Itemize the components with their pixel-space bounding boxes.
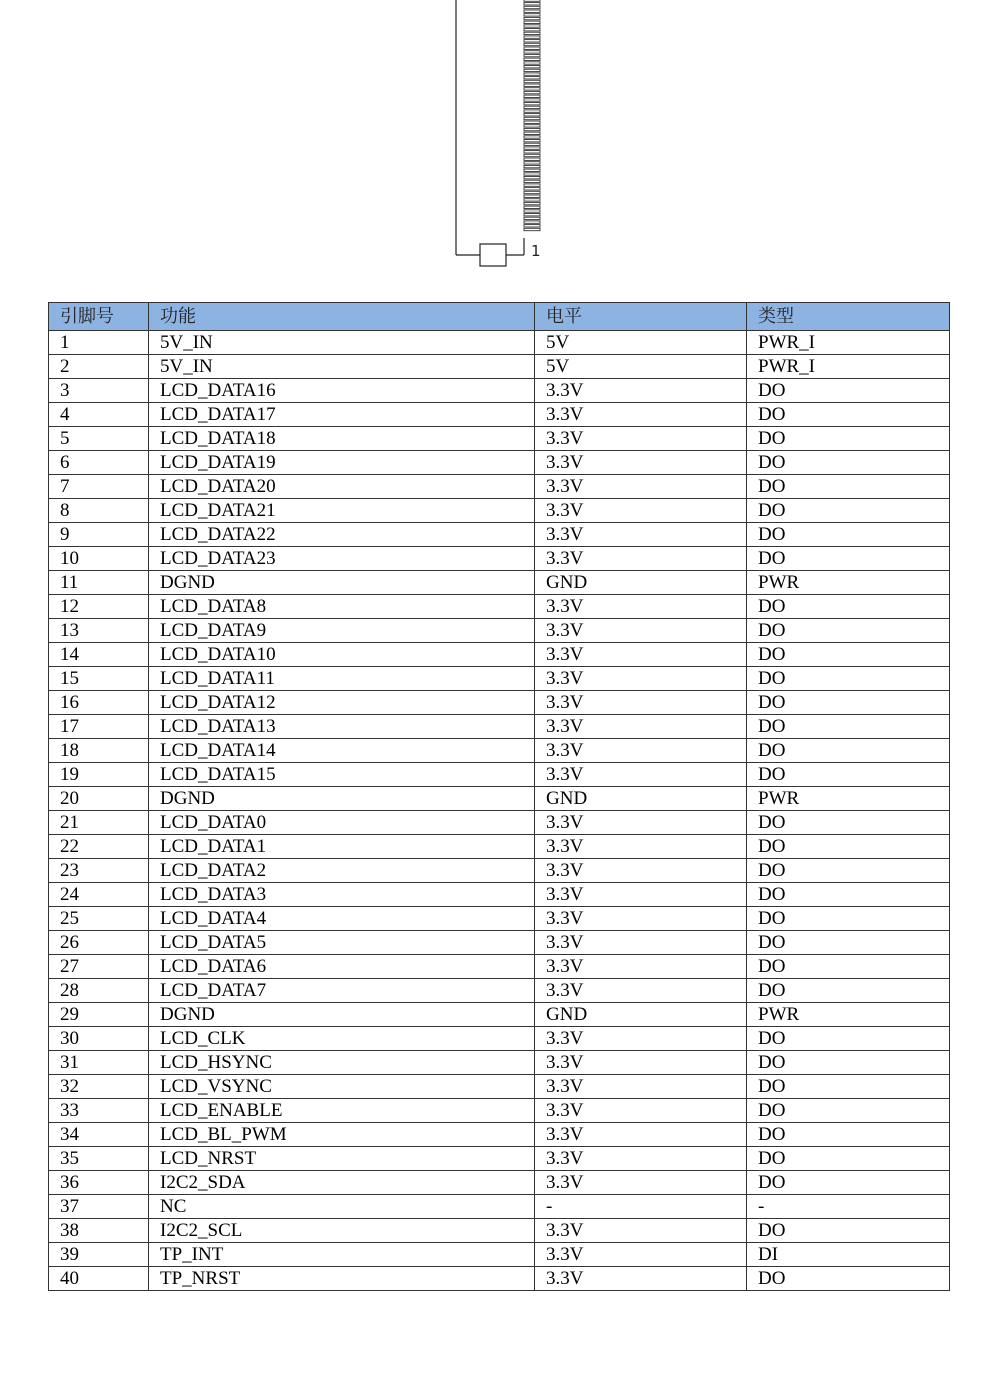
table-row xyxy=(49,811,950,835)
connector-key-box xyxy=(480,244,506,266)
pin-number-cell: 5 xyxy=(49,427,149,451)
type-cell: DO xyxy=(747,1147,950,1171)
pin-number-cell: 29 xyxy=(49,1003,149,1027)
level-cell: 3.3V xyxy=(535,907,747,931)
table-row xyxy=(49,1267,950,1291)
function-cell: DGND xyxy=(149,1003,535,1027)
function-cell: LCD_ENABLE xyxy=(149,1099,535,1123)
function-cell: LCD_DATA20 xyxy=(149,475,535,499)
pin-number-cell: 39 xyxy=(49,1243,149,1267)
table-row xyxy=(49,1075,950,1099)
level-cell: 3.3V xyxy=(535,835,747,859)
pin-number-cell: 40 xyxy=(49,1267,149,1291)
level-cell: 3.3V xyxy=(535,1051,747,1075)
pin-number-cell: 6 xyxy=(49,451,149,475)
table-row xyxy=(49,859,950,883)
function-cell: LCD_BL_PWM xyxy=(149,1123,535,1147)
level-cell: 3.3V xyxy=(535,379,747,403)
table-row xyxy=(49,1123,950,1147)
type-cell: PWR xyxy=(747,571,950,595)
table-row xyxy=(49,979,950,1003)
table-row xyxy=(49,523,950,547)
level-cell: 3.3V xyxy=(535,1075,747,1099)
level-cell: 3.3V xyxy=(535,691,747,715)
level-cell: 3.3V xyxy=(535,1123,747,1147)
type-cell: DO xyxy=(747,1075,950,1099)
table-row xyxy=(49,379,950,403)
table-row xyxy=(49,499,950,523)
function-cell: I2C2_SDA xyxy=(149,1171,535,1195)
table-row xyxy=(49,1051,950,1075)
pin-number-cell: 32 xyxy=(49,1075,149,1099)
function-cell: LCD_DATA2 xyxy=(149,859,535,883)
pin-number-cell: 21 xyxy=(49,811,149,835)
function-cell: LCD_NRST xyxy=(149,1147,535,1171)
pin-number-cell: 20 xyxy=(49,787,149,811)
type-cell: DO xyxy=(747,1171,950,1195)
level-cell: 3.3V xyxy=(535,1243,747,1267)
type-cell: DO xyxy=(747,643,950,667)
pin-number-cell: 14 xyxy=(49,643,149,667)
pin-number-cell: 24 xyxy=(49,883,149,907)
function-cell: LCD_DATA0 xyxy=(149,811,535,835)
pin-number-cell: 10 xyxy=(49,547,149,571)
function-cell: 5V_IN xyxy=(149,355,535,379)
function-cell: DGND xyxy=(149,571,535,595)
table-row xyxy=(49,907,950,931)
type-cell: PWR xyxy=(747,787,950,811)
table-row xyxy=(49,475,950,499)
type-cell: DO xyxy=(747,1099,950,1123)
function-cell: LCD_DATA3 xyxy=(149,883,535,907)
type-cell: DO xyxy=(747,475,950,499)
pin-number-cell: 17 xyxy=(49,715,149,739)
pin-number-cell: 12 xyxy=(49,595,149,619)
type-cell: DO xyxy=(747,883,950,907)
pin-number-cell: 3 xyxy=(49,379,149,403)
table-row xyxy=(49,1147,950,1171)
type-cell: - xyxy=(747,1195,950,1219)
table-row xyxy=(49,835,950,859)
function-cell: LCD_VSYNC xyxy=(149,1075,535,1099)
table-row xyxy=(49,667,950,691)
function-cell: LCD_DATA14 xyxy=(149,739,535,763)
connector-diagram xyxy=(0,0,1000,280)
pin-number-cell: 1 xyxy=(49,331,149,355)
type-cell: DO xyxy=(747,379,950,403)
header-function: 功能 xyxy=(149,303,535,331)
type-cell: DO xyxy=(747,451,950,475)
function-cell: LCD_DATA23 xyxy=(149,547,535,571)
table-row xyxy=(49,1171,950,1195)
type-cell: DO xyxy=(747,979,950,1003)
table-row xyxy=(49,1219,950,1243)
function-cell: LCD_DATA4 xyxy=(149,907,535,931)
type-cell: DO xyxy=(747,859,950,883)
level-cell: 3.3V xyxy=(535,619,747,643)
pin-number-cell: 26 xyxy=(49,931,149,955)
level-cell: 3.3V xyxy=(535,1171,747,1195)
pin-definition-table xyxy=(48,302,950,1291)
type-cell: DI xyxy=(747,1243,950,1267)
pin-number-cell: 28 xyxy=(49,979,149,1003)
pin-number-cell: 25 xyxy=(49,907,149,931)
pin1-label: 1 xyxy=(531,242,541,260)
level-cell: 3.3V xyxy=(535,1147,747,1171)
level-cell: 3.3V xyxy=(535,811,747,835)
level-cell: GND xyxy=(535,1003,747,1027)
function-cell: LCD_DATA15 xyxy=(149,763,535,787)
table-row xyxy=(49,739,950,763)
level-cell: 5V xyxy=(535,331,747,355)
pin-number-cell: 31 xyxy=(49,1051,149,1075)
connector-pins xyxy=(524,0,540,231)
header-type: 类型 xyxy=(747,303,950,331)
table-row xyxy=(49,1027,950,1051)
table-row xyxy=(49,403,950,427)
level-cell: 3.3V xyxy=(535,1099,747,1123)
type-cell: PWR_I xyxy=(747,355,950,379)
level-cell: 3.3V xyxy=(535,403,747,427)
level-cell: 5V xyxy=(535,355,747,379)
level-cell: 3.3V xyxy=(535,523,747,547)
type-cell: DO xyxy=(747,715,950,739)
table-row xyxy=(49,547,950,571)
table-row xyxy=(49,787,950,811)
function-cell: LCD_DATA13 xyxy=(149,715,535,739)
pin-number-cell: 23 xyxy=(49,859,149,883)
pin-number-cell: 34 xyxy=(49,1123,149,1147)
function-cell: LCD_DATA11 xyxy=(149,667,535,691)
table-row xyxy=(49,451,950,475)
pin-number-cell: 38 xyxy=(49,1219,149,1243)
type-cell: DO xyxy=(747,1051,950,1075)
function-cell: LCD_DATA6 xyxy=(149,955,535,979)
level-cell: 3.3V xyxy=(535,739,747,763)
type-cell: DO xyxy=(747,427,950,451)
function-cell: LCD_CLK xyxy=(149,1027,535,1051)
pin-number-cell: 18 xyxy=(49,739,149,763)
function-cell: LCD_DATA10 xyxy=(149,643,535,667)
type-cell: DO xyxy=(747,523,950,547)
function-cell: DGND xyxy=(149,787,535,811)
level-cell: 3.3V xyxy=(535,475,747,499)
level-cell: 3.3V xyxy=(535,715,747,739)
function-cell: LCD_DATA5 xyxy=(149,931,535,955)
table-row xyxy=(49,571,950,595)
level-cell: 3.3V xyxy=(535,427,747,451)
type-cell: DO xyxy=(747,667,950,691)
pin-number-cell: 7 xyxy=(49,475,149,499)
level-cell: 3.3V xyxy=(535,979,747,1003)
function-cell: LCD_DATA22 xyxy=(149,523,535,547)
function-cell: LCD_DATA18 xyxy=(149,427,535,451)
header-level: 电平 xyxy=(535,303,747,331)
function-cell: LCD_DATA1 xyxy=(149,835,535,859)
type-cell: DO xyxy=(747,835,950,859)
table-row xyxy=(49,1099,950,1123)
type-cell: DO xyxy=(747,1123,950,1147)
type-cell: DO xyxy=(747,547,950,571)
table-row xyxy=(49,931,950,955)
pin-number-cell: 35 xyxy=(49,1147,149,1171)
function-cell: LCD_DATA16 xyxy=(149,379,535,403)
table-row xyxy=(49,763,950,787)
type-cell: DO xyxy=(747,955,950,979)
type-cell: DO xyxy=(747,595,950,619)
function-cell: 5V_IN xyxy=(149,331,535,355)
type-cell: DO xyxy=(747,1219,950,1243)
pin-number-cell: 16 xyxy=(49,691,149,715)
level-cell: 3.3V xyxy=(535,643,747,667)
pin-number-cell: 33 xyxy=(49,1099,149,1123)
function-cell: LCD_DATA8 xyxy=(149,595,535,619)
type-cell: DO xyxy=(747,907,950,931)
level-cell: 3.3V xyxy=(535,667,747,691)
pin-number-cell: 19 xyxy=(49,763,149,787)
level-cell: 3.3V xyxy=(535,931,747,955)
table-row xyxy=(49,1243,950,1267)
type-cell: DO xyxy=(747,403,950,427)
level-cell: 3.3V xyxy=(535,1027,747,1051)
function-cell: LCD_HSYNC xyxy=(149,1051,535,1075)
level-cell: 3.3V xyxy=(535,859,747,883)
level-cell: 3.3V xyxy=(535,955,747,979)
table-row xyxy=(49,427,950,451)
pin-number-cell: 13 xyxy=(49,619,149,643)
function-cell: NC xyxy=(149,1195,535,1219)
type-cell: DO xyxy=(747,739,950,763)
level-cell: 3.3V xyxy=(535,547,747,571)
pin-number-cell: 11 xyxy=(49,571,149,595)
function-cell: I2C2_SCL xyxy=(149,1219,535,1243)
pin-number-cell: 22 xyxy=(49,835,149,859)
level-cell: 3.3V xyxy=(535,883,747,907)
level-cell: GND xyxy=(535,787,747,811)
type-cell: PWR xyxy=(747,1003,950,1027)
level-cell: 3.3V xyxy=(535,595,747,619)
level-cell: 3.3V xyxy=(535,1219,747,1243)
function-cell: LCD_DATA19 xyxy=(149,451,535,475)
table-row xyxy=(49,883,950,907)
pin-number-cell: 37 xyxy=(49,1195,149,1219)
table-row xyxy=(49,955,950,979)
table-row xyxy=(49,595,950,619)
table-row xyxy=(49,691,950,715)
table-header-row xyxy=(49,303,950,331)
level-cell: - xyxy=(535,1195,747,1219)
table-row xyxy=(49,619,950,643)
function-cell: TP_INT xyxy=(149,1243,535,1267)
type-cell: DO xyxy=(747,691,950,715)
function-cell: LCD_DATA9 xyxy=(149,619,535,643)
type-cell: PWR_I xyxy=(747,331,950,355)
table-row xyxy=(49,1003,950,1027)
type-cell: DO xyxy=(747,619,950,643)
function-cell: LCD_DATA21 xyxy=(149,499,535,523)
pin-number-cell: 8 xyxy=(49,499,149,523)
function-cell: LCD_DATA12 xyxy=(149,691,535,715)
level-cell: 3.3V xyxy=(535,763,747,787)
pin-number-cell: 27 xyxy=(49,955,149,979)
function-cell: LCD_DATA17 xyxy=(149,403,535,427)
level-cell: 3.3V xyxy=(535,1267,747,1291)
type-cell: DO xyxy=(747,931,950,955)
pin-number-cell: 9 xyxy=(49,523,149,547)
pin-number-cell: 2 xyxy=(49,355,149,379)
table-row xyxy=(49,331,950,355)
pin-number-cell: 15 xyxy=(49,667,149,691)
pin-number-cell: 36 xyxy=(49,1171,149,1195)
level-cell: 3.3V xyxy=(535,499,747,523)
level-cell: GND xyxy=(535,571,747,595)
header-pin-number: 引脚号 xyxy=(49,303,149,331)
pin-number-cell: 30 xyxy=(49,1027,149,1051)
table-row xyxy=(49,355,950,379)
type-cell: DO xyxy=(747,1267,950,1291)
type-cell: DO xyxy=(747,499,950,523)
type-cell: DO xyxy=(747,811,950,835)
table-row xyxy=(49,1195,950,1219)
table-row xyxy=(49,643,950,667)
type-cell: DO xyxy=(747,1027,950,1051)
type-cell: DO xyxy=(747,763,950,787)
level-cell: 3.3V xyxy=(535,451,747,475)
table-row xyxy=(49,715,950,739)
function-cell: TP_NRST xyxy=(149,1267,535,1291)
function-cell: LCD_DATA7 xyxy=(149,979,535,1003)
pin-number-cell: 4 xyxy=(49,403,149,427)
